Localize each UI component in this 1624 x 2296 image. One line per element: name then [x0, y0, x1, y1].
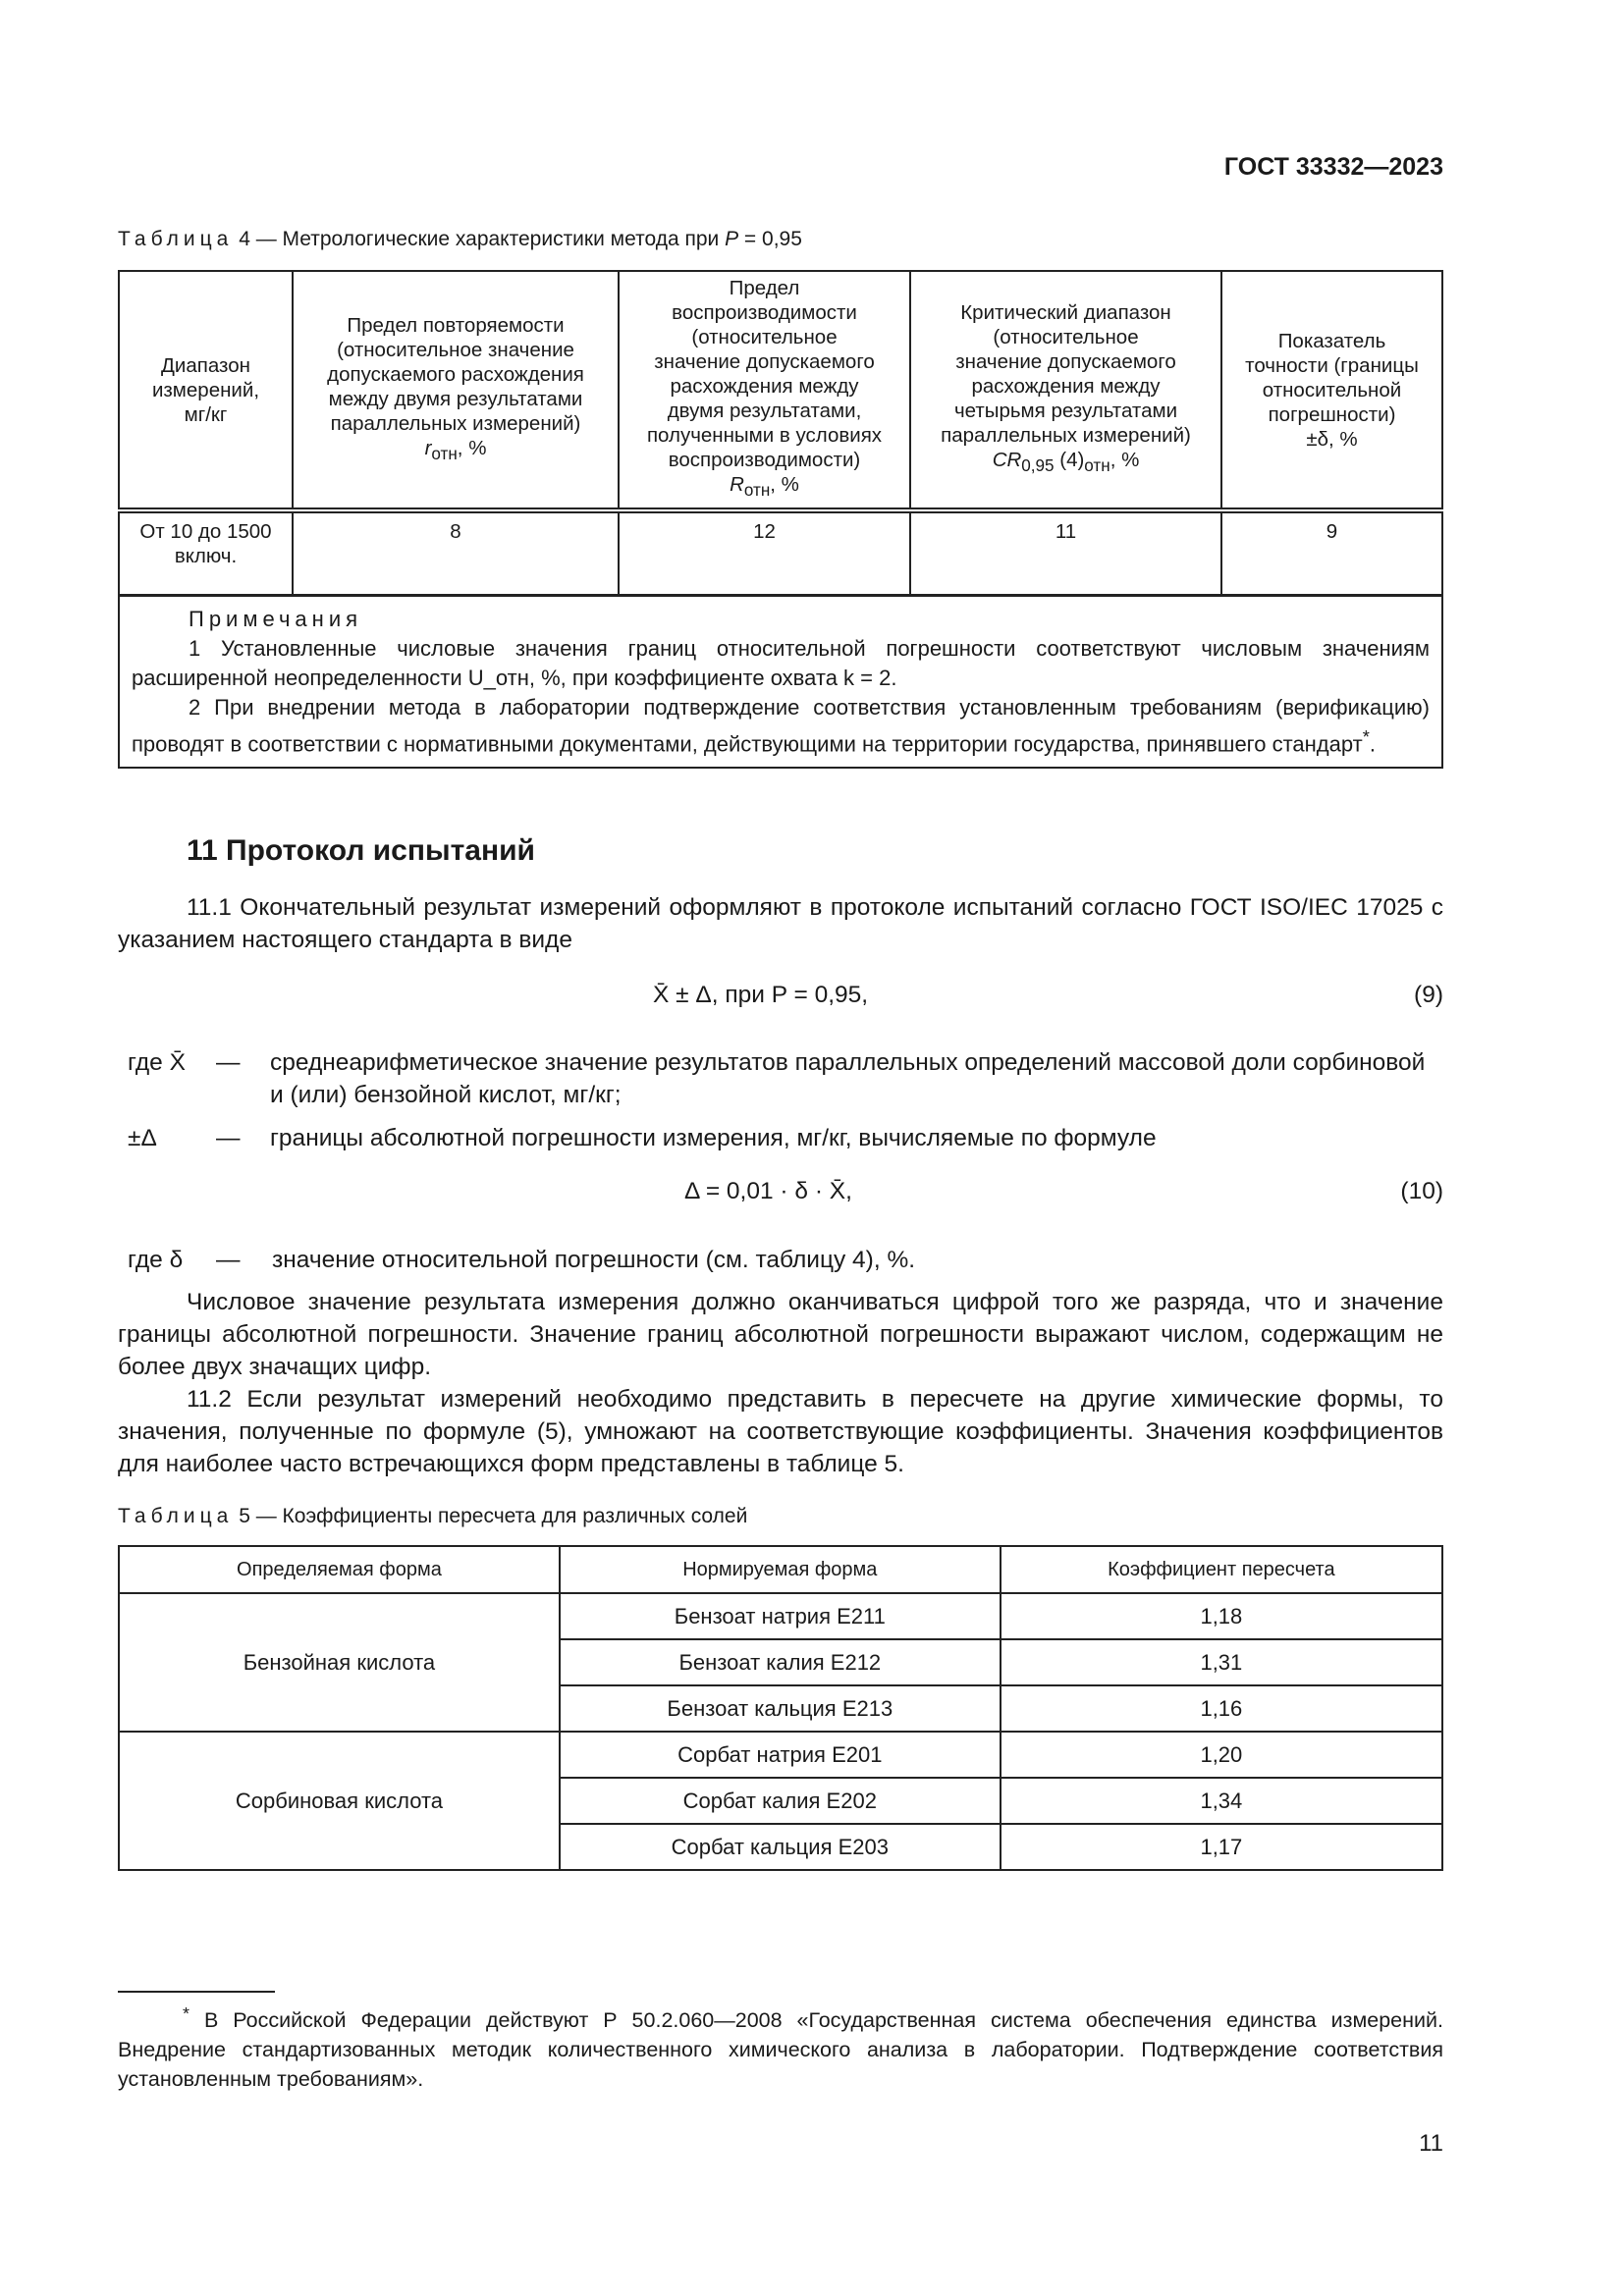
document-code: ГОСТ 33332—2023: [1223, 153, 1443, 181]
cell-normalized-form: Бензоат калия Е212: [560, 1639, 1001, 1685]
table-4: [118, 270, 1443, 769]
cell-coefficient: 1,18: [1001, 1593, 1442, 1639]
def-delta-abs-label: ±Δ: [128, 1125, 157, 1151]
cell-range: От 10 до 1500 включ.: [119, 510, 293, 596]
cell-normalized-form: Сорбат натрия Е201: [560, 1732, 1001, 1778]
dash: —: [216, 1247, 241, 1273]
header-range: Диапазон измерений, мг/кг: [119, 271, 293, 510]
table-header-row: [119, 271, 1442, 510]
header-critical-range: Критический диапазон (относительное значение допускаемого расхождения между четырьмя результатами параллельных измерений) $CR_{0,95}$ $(4)_{отн}$, %: [910, 271, 1221, 510]
def-x-text: среднеарифметическое значение результатов параллельных определений массовой доли сорбиновой и (или) бензойной кислот, мг/кг;: [270, 1049, 1426, 1108]
paragraph-text: 11.1 Окончательный результат измерений оформляют в протоколе испытаний согласно ГОСТ ISO/IEC 17025 с указанием настоящего стандарта в виде: [118, 894, 1443, 953]
caption-text: 4 — Метрологические характеристики метода при P = 0,95: [239, 228, 802, 250]
header-normalized-form: Нормируемая форма: [560, 1546, 1001, 1593]
footnote-text: В Российской Федерации действуют Р 50.2.060—2008 «Государственная система обеспечения единства измерений. Внедрение стандартизованных методик количественного химического анализа в лаборатории. Подтверждение соответствия установленным требованиям».: [118, 2008, 1443, 2092]
paragraph-text: Числовое значение результата измерения должно оканчиваться цифрой того же разряда, что и значение границы абсолютной погрешности. Значение границ абсолютной погрешности выражают числом, содержащим не более двух значащих цифр.: [118, 1289, 1443, 1380]
cell-accuracy: 9: [1221, 510, 1442, 596]
table5-caption: [118, 1505, 747, 1528]
section-heading: 11 Протокол испытаний: [187, 834, 535, 867]
cell-coefficient: 1,34: [1001, 1778, 1442, 1824]
cell-normalized-form: Сорбат калия Е202: [560, 1778, 1001, 1824]
table-header-row: [119, 1546, 1442, 1593]
paragraph-text: 11.2 Если результат измерений необходимо представить в пересчете на другие химические формы, то значения, полученные по формуле (5), умножают на соответствующие коэффициенты. Значения коэффициентов для наиболее часто встречающихся форм представлены в таблице 5.: [118, 1386, 1443, 1477]
def-delta-abs-text: границы абсолютной погрешности измерения, мг/кг, вычисляемые по формуле: [270, 1125, 1157, 1151]
table-row: [119, 1732, 1442, 1778]
notes-title: Примечания: [189, 607, 363, 631]
table-row: [119, 1593, 1442, 1639]
cell-coefficient: 1,16: [1001, 1685, 1442, 1732]
cell-coefficient: 1,31: [1001, 1639, 1442, 1685]
cell-normalized-form: Сорбат кальция Е203: [560, 1824, 1001, 1870]
cell-determined-form: Сорбиновая кислота: [119, 1732, 560, 1870]
note-2: 2 При внедрении метода в лаборатории подтверждение соответствия установленным требованиям (верификацию) проводят в соответствии с нормативными документами, действующими на территории государства, принявшего стандарт*.: [132, 695, 1430, 757]
footnote-mark: *: [183, 2003, 189, 2023]
dash: —: [216, 1049, 241, 1076]
header-accuracy: Показатель точности (границы относительной погрешности) ±δ, %: [1221, 271, 1442, 510]
header-reproducibility: Предел воспроизводимости (относительное значение допускаемого расхождения между двумя результатами, полученными в условиях воспроизводимости) $R_{отн}$, %: [619, 271, 910, 510]
table-notes: [119, 596, 1442, 769]
note-1: 1 Установленные числовые значения границ относительной погрешности соответствуют числовым значениям расширенной неопределенности U_отн, %, при коэффициенте охвата k = 2.: [132, 636, 1430, 690]
table-5: [118, 1545, 1443, 1871]
cell-reproducibility: 12: [619, 510, 910, 596]
caption-word: Таблица: [118, 1505, 234, 1527]
paragraph-result: [118, 1286, 1443, 1383]
page-number: 11: [1419, 2130, 1443, 2157]
formula-9: X̄ ± Δ, при P = 0,95,: [653, 982, 869, 1008]
cell-coefficient: 1,20: [1001, 1732, 1442, 1778]
header-determined-form: Определяемая форма: [119, 1546, 560, 1593]
dash: —: [216, 1125, 241, 1151]
formula-10: Δ = 0,01 · δ · X̄,: [684, 1178, 852, 1204]
cell-repeatability: 8: [293, 510, 619, 596]
cell-normalized-form: Бензоат натрия Е211: [560, 1593, 1001, 1639]
def-x-label: где X̄: [128, 1049, 186, 1076]
table-row: [119, 510, 1442, 596]
cell-critical-range: 11: [910, 510, 1221, 596]
header-coefficient: Коэффициент пересчета: [1001, 1546, 1442, 1593]
equation-number-9: (9): [1414, 982, 1443, 1008]
paragraph-11-2: [118, 1383, 1443, 1480]
footnote-divider: [118, 1991, 275, 1993]
cell-coefficient: 1,17: [1001, 1824, 1442, 1870]
header-repeatability: Предел повторяемости (относительное значение допускаемого расхождения между двумя результатами параллельных измерений) $r_{отн}$, %: [293, 271, 619, 510]
footnote: [118, 1999, 1443, 2094]
notes-row: [119, 596, 1442, 769]
cell-determined-form: Бензойная кислота: [119, 1593, 560, 1732]
table4-caption: [118, 228, 802, 251]
equation-number-10: (10): [1400, 1178, 1443, 1204]
cell-normalized-form: Бензоат кальция Е213: [560, 1685, 1001, 1732]
def-delta-label: где δ: [128, 1247, 184, 1273]
caption-text: 5 — Коэффициенты пересчета для различных солей: [239, 1505, 748, 1527]
caption-word: Таблица: [118, 228, 234, 250]
paragraph-11-1: [118, 891, 1443, 956]
def-delta-text: значение относительной погрешности (см. таблицу 4), %.: [272, 1247, 916, 1273]
